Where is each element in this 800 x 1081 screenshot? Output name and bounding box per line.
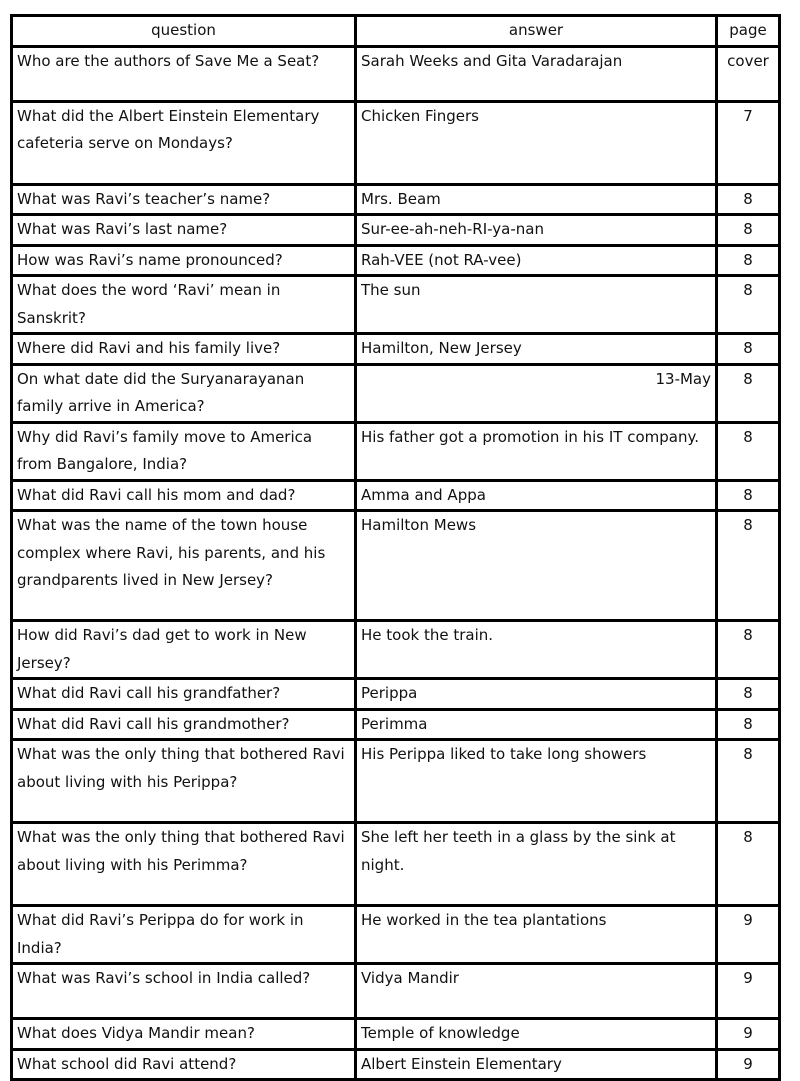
question-cell: How was Ravi’s name pronounced? — [12, 245, 356, 276]
question-cell: How did Ravi’s dad get to work in New Jersey? — [12, 621, 356, 679]
question-cell: What did Ravi call his mom and dad? — [12, 480, 356, 511]
table-row — [12, 823, 780, 906]
table-row — [12, 709, 780, 740]
answer-cell: Chicken Fingers — [356, 101, 717, 184]
question-cell: What was the only thing that bothered Ravi about living with his Perippa? — [12, 740, 356, 823]
page-cell: 8 — [717, 422, 780, 480]
question-cell: Where did Ravi and his family live? — [12, 334, 356, 365]
table-row — [12, 245, 780, 276]
answer-cell: Vidya Mandir — [356, 964, 717, 1019]
page-cell: 8 — [717, 740, 780, 823]
page-cell: 8 — [717, 215, 780, 246]
header-question: question — [12, 16, 356, 47]
page-cell: 7 — [717, 101, 780, 184]
answer-cell: He worked in the tea plantations — [356, 906, 717, 964]
table-row — [12, 334, 780, 365]
question-cell: What did Ravi’s Perippa do for work in India? — [12, 906, 356, 964]
question-cell: On what date did the Suryanarayanan family arrive in America? — [12, 364, 356, 422]
answer-cell: Perimma — [356, 709, 717, 740]
page-cell: 8 — [717, 245, 780, 276]
answer-cell: His Perippa liked to take long showers — [356, 740, 717, 823]
table-row — [12, 679, 780, 710]
answer-cell: Hamilton Mews — [356, 511, 717, 621]
answer-cell: Albert Einstein Elementary — [356, 1049, 717, 1080]
page-cell: 9 — [717, 964, 780, 1019]
question-cell: Who are the authors of Save Me a Seat? — [12, 46, 356, 101]
page-cell: 9 — [717, 1049, 780, 1080]
table-row — [12, 511, 780, 621]
page-cell: 8 — [717, 621, 780, 679]
page-cell: 8 — [717, 276, 780, 334]
question-cell: What did the Albert Einstein Elementary cafeteria serve on Mondays? — [12, 101, 356, 184]
table-row — [12, 621, 780, 679]
table-row — [12, 46, 780, 101]
answer-cell: His father got a promotion in his IT company. — [356, 422, 717, 480]
answer-cell: Hamilton, New Jersey — [356, 334, 717, 365]
question-cell: Why did Ravi’s family move to America from Bangalore, India? — [12, 422, 356, 480]
table-row — [12, 422, 780, 480]
table-row — [12, 276, 780, 334]
answer-cell: Perippa — [356, 679, 717, 710]
table-row — [12, 101, 780, 184]
header-row — [12, 16, 780, 47]
answer-cell: Sarah Weeks and Gita Varadarajan — [356, 46, 717, 101]
answer-cell: She left her teeth in a glass by the sink at night. — [356, 823, 717, 906]
header-page: page — [717, 16, 780, 47]
table-row — [12, 215, 780, 246]
answer-cell: Temple of knowledge — [356, 1019, 717, 1050]
page-cell: 9 — [717, 1019, 780, 1050]
page-cell: 8 — [717, 480, 780, 511]
page-cell: 8 — [717, 334, 780, 365]
page-cell: 8 — [717, 364, 780, 422]
question-cell: What did Ravi call his grandmother? — [12, 709, 356, 740]
answer-cell: Sur-ee-ah-neh-RI-ya-nan — [356, 215, 717, 246]
page-cell: 8 — [717, 511, 780, 621]
question-cell: What was Ravi’s school in India called? — [12, 964, 356, 1019]
table-row — [12, 964, 780, 1019]
question-answer-table — [10, 14, 781, 1081]
answer-cell: Amma and Appa — [356, 480, 717, 511]
question-cell: What does Vidya Mandir mean? — [12, 1019, 356, 1050]
question-cell: What was the name of the town house complex where Ravi, his parents, and his grandparents lived in New Jersey? — [12, 511, 356, 621]
page-cell: 8 — [717, 184, 780, 215]
answer-cell: He took the train. — [356, 621, 717, 679]
question-cell: What was the only thing that bothered Ravi about living with his Perimma? — [12, 823, 356, 906]
table-row — [12, 740, 780, 823]
answer-cell: 13-May — [356, 364, 717, 422]
question-cell: What was Ravi’s last name? — [12, 215, 356, 246]
question-cell: What does the word ‘Ravi’ mean in Sanskrit? — [12, 276, 356, 334]
table-row — [12, 906, 780, 964]
page-cell: 9 — [717, 906, 780, 964]
header-answer: answer — [356, 16, 717, 47]
table-row — [12, 184, 780, 215]
answer-cell: Mrs. Beam — [356, 184, 717, 215]
question-cell: What school did Ravi attend? — [12, 1049, 356, 1080]
question-cell: What was Ravi’s teacher’s name? — [12, 184, 356, 215]
table-row — [12, 364, 780, 422]
table-row — [12, 1019, 780, 1050]
page-cell: 8 — [717, 709, 780, 740]
answer-cell: The sun — [356, 276, 717, 334]
page-cell: 8 — [717, 823, 780, 906]
page-cell: cover — [717, 46, 780, 101]
page-cell: 8 — [717, 679, 780, 710]
table-row — [12, 1049, 780, 1080]
table-row — [12, 480, 780, 511]
question-cell: What did Ravi call his grandfather? — [12, 679, 356, 710]
answer-cell: Rah-VEE (not RA-vee) — [356, 245, 717, 276]
